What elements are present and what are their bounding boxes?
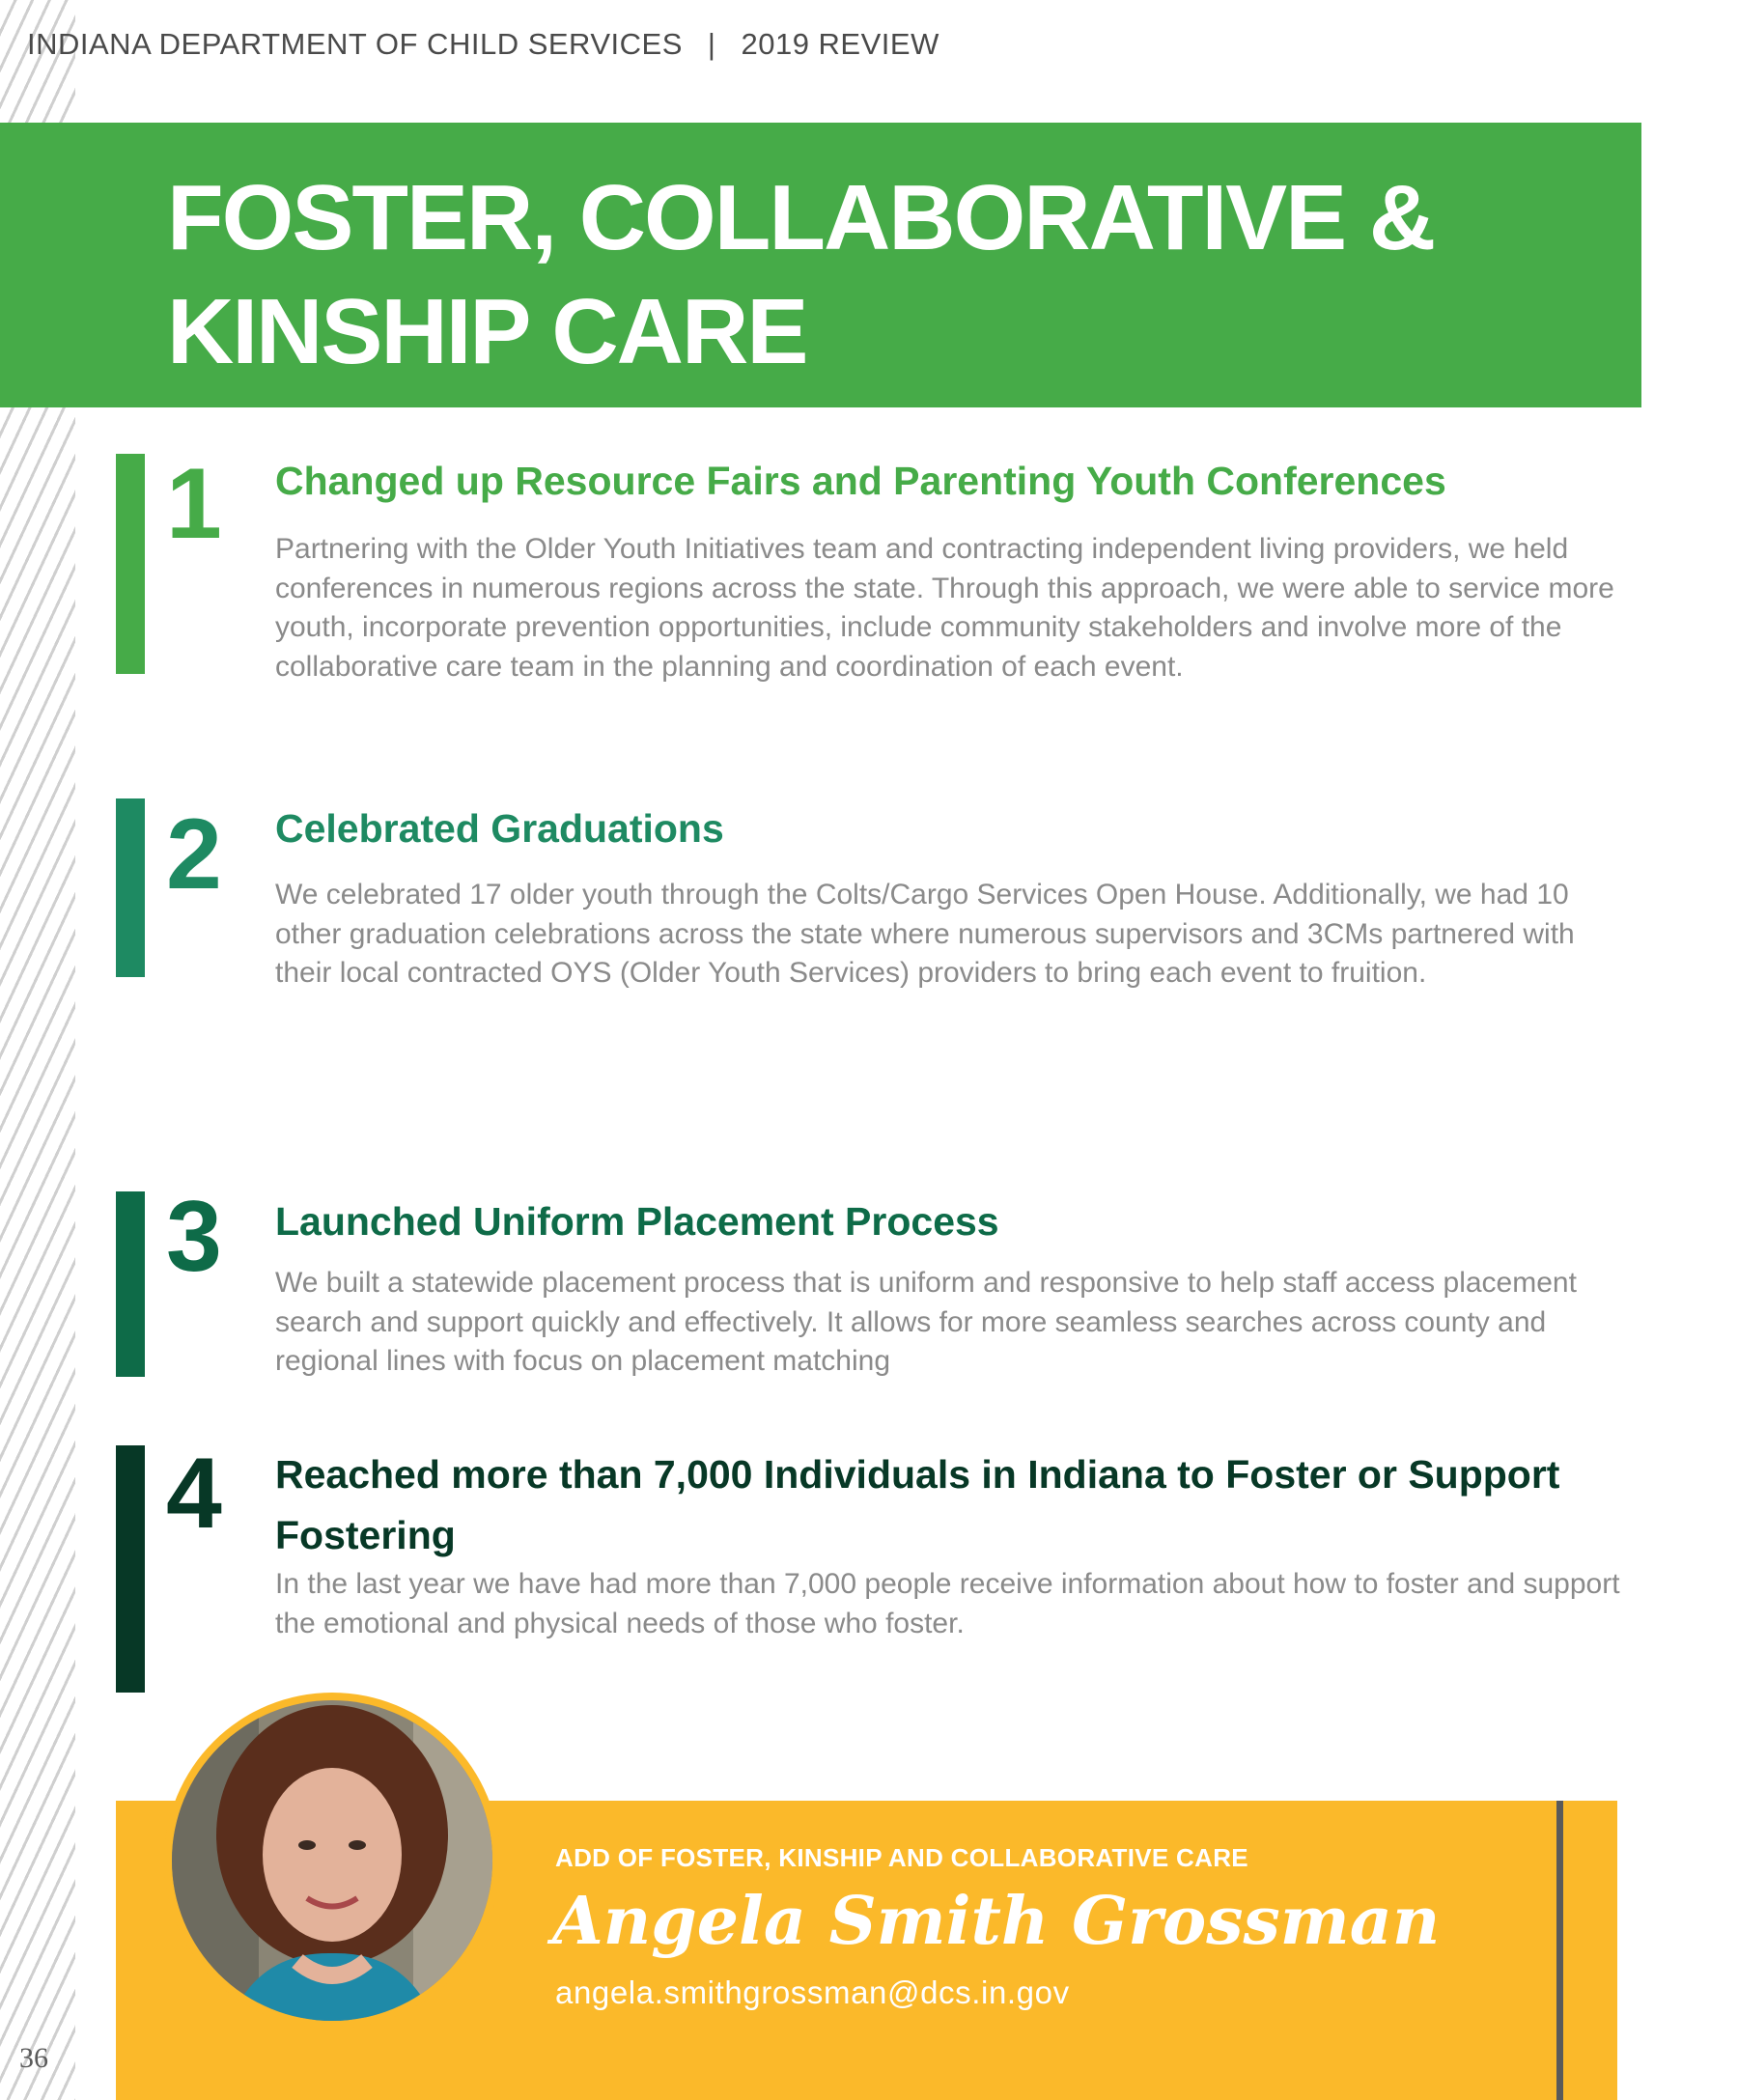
item-accent-bar xyxy=(116,798,145,977)
item-number: 3 xyxy=(166,1181,222,1293)
page-title-line-2: KINSHIP CARE xyxy=(167,280,807,383)
running-header xyxy=(27,27,939,62)
header-separator: | xyxy=(707,27,716,61)
header-org: INDIANA DEPARTMENT OF CHILD SERVICES xyxy=(27,27,683,61)
item-accent-bar xyxy=(116,1191,145,1377)
contact-role: ADD OF FOSTER, KINSHIP AND COLLABORATIVE CARE xyxy=(555,1843,1248,1872)
item-heading: Reached more than 7,000 Individuals in Indiana to Foster or Support Fostering xyxy=(275,1452,1560,1557)
item-heading: Celebrated Graduations xyxy=(275,806,724,851)
item-body: In the last year we have had more than 7,000 people receive information about how to foster and support the emotional and physical needs of those who foster. xyxy=(275,1568,1620,1639)
item-accent-bar xyxy=(116,1445,145,1693)
item-heading: Changed up Resource Fairs and Parenting Youth Conferences xyxy=(275,459,1446,503)
page-number: 36 xyxy=(19,2042,48,2074)
portrait-photo-icon xyxy=(172,1700,492,2021)
contact-box-rule xyxy=(1556,1801,1563,2100)
contact-name: Angela Smith Grossman xyxy=(552,1883,1441,1960)
page-title xyxy=(167,161,1615,389)
page-title-line-1: FOSTER, COLLABORATIVE & xyxy=(167,166,1435,269)
item-number: 2 xyxy=(166,798,222,910)
item-accent-bar xyxy=(116,454,145,674)
item-body: We built a statewide placement process that is uniform and responsive to help staff access placement search and support quickly and effectively. It allows for more seamless searches across county and regional lines with focus on placement matching xyxy=(275,1267,1577,1377)
item-number: 4 xyxy=(166,1438,222,1550)
item-number: 1 xyxy=(166,448,222,560)
item-body: Partnering with the Older Youth Initiatives team and contracting independent living providers, we held conferences in numerous regions across the state. Through this approach, we were able to service more youth, incorporate prevention opportunities, include community stakeholders and involve more of the collaborative care team in the planning and coordination of each event. xyxy=(275,533,1614,683)
header-report: 2019 REVIEW xyxy=(741,27,939,61)
title-banner xyxy=(0,123,1641,407)
item-body: We celebrated 17 older youth through the Colts/Cargo Services Open House. Additionally, we had 10 other graduation celebrations across the state where numerous supervisors and 3CMs partnered with their local contracted OYS (Older Youth Services) providers to bring each event to fruition. xyxy=(275,879,1575,989)
item-heading: Launched Uniform Placement Process xyxy=(275,1199,999,1244)
avatar xyxy=(164,1693,500,2029)
contact-email[interactable]: angela.smithgrossman@dcs.in.gov xyxy=(555,1974,1070,2010)
